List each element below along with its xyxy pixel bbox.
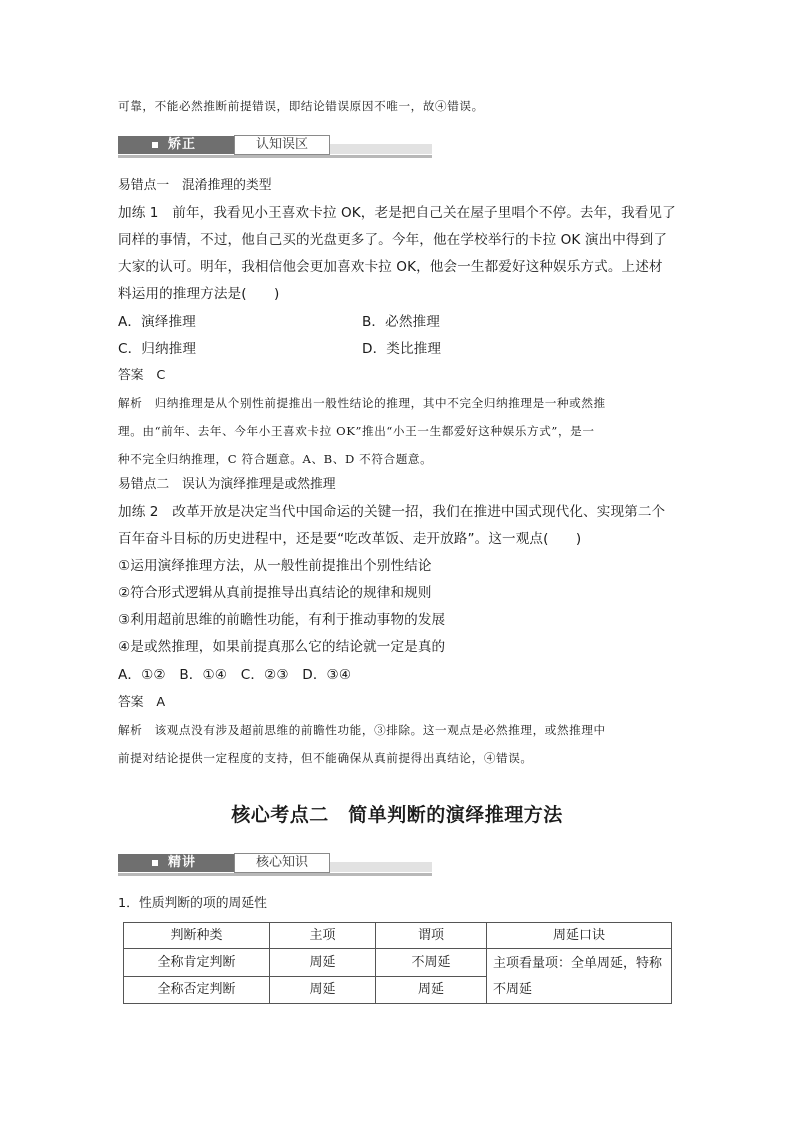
question-1-line: 加练 1 前年，我看见小王喜欢卡拉 OK，老是把自己关在屋子里唱个不停。去年，我看见了 — [118, 205, 676, 221]
statement-item: ④是或然推理，如果前提真那么它的结论就一定是真的 — [118, 639, 446, 655]
analysis-2-line: 前提对结论提供一定程度的支持，但不能确保从真前提得出真结论，④错误。 — [118, 751, 533, 765]
banner-right-text: 认知误区 — [234, 135, 330, 155]
table-header-cell: 谓项 — [376, 923, 487, 949]
banner-underline — [118, 155, 432, 158]
analysis-2-line: 解析 该观点没有涉及超前思维的前瞻性功能，③排除。这一观点是必然推理，或然推理中 — [118, 723, 606, 737]
banner-underline — [118, 873, 432, 876]
analysis-1-line: 解析 归纳推理是从个别性前提推出一般性结论的推理，其中不完全归纳推理是一种或然推 — [118, 396, 606, 410]
table-header-cell: 判断种类 — [124, 923, 270, 949]
table-header-cell: 主项 — [270, 923, 376, 949]
table-cell: 周延 — [376, 976, 487, 1004]
continuation-text: 可靠，不能必然推断前提错误，即结论错误原因不唯一，故④错误。 — [118, 99, 484, 113]
banner-decoration — [330, 862, 432, 872]
section-banner-correction — [118, 134, 432, 158]
table-row — [124, 949, 672, 977]
question-2-line: 加练 2 改革开放是决定当代中国命运的关键一招，我们在推进中国式现代化、实现第二个 — [118, 504, 666, 520]
banner-label-dark — [118, 854, 234, 872]
question-1-line: 同样的事情，不过，他自己买的光盘更多了。今年，他在学校举行的卡拉 OK 演出中得到了 — [118, 232, 668, 248]
options-2: A．①② B．①④ C．②③ D．③④ — [118, 667, 352, 683]
error-point-1-heading: 易错点一 混淆推理的类型 — [118, 178, 272, 193]
statement-item: ③利用超前思维的前瞻性功能，有利于推动事物的发展 — [118, 612, 446, 628]
option-d: D．类比推理 — [362, 341, 442, 357]
distribution-table — [123, 922, 672, 1004]
analysis-1-line: 种不完全归纳推理，C 符合题意。A、B、D 不符合题意。 — [118, 452, 433, 466]
option-b: B．必然推理 — [362, 314, 440, 330]
table-cell: 全称肯定判断 — [124, 949, 270, 977]
table-header-cell: 周延口诀 — [487, 923, 672, 949]
section-title: 核心考点二 简单判断的演绎推理方法 — [231, 804, 563, 826]
statement-item: ②符合形式逻辑从真前提推导出真结论的规律和规则 — [118, 585, 432, 601]
statement-item: ①运用演绎推理方法，从一般性前提推出个别性结论 — [118, 558, 432, 574]
table-cell: 周延 — [270, 949, 376, 977]
table-note-cell: 主项看量项：全单周延，特称不周延 — [487, 949, 672, 1004]
option-c: C．归纳推理 — [118, 341, 197, 357]
banner-label-dark — [118, 136, 234, 154]
table-cell: 周延 — [270, 976, 376, 1004]
banner-decoration — [330, 144, 432, 154]
option-a: A．演绎推理 — [118, 314, 196, 330]
section-banner-lecture — [118, 852, 432, 876]
table-caption: 1．性质判断的项的周延性 — [118, 896, 267, 911]
square-bullet-icon — [152, 860, 158, 866]
question-1-line: 大家的认可。明年，我相信他会更加喜欢卡拉 OK，他会一生都爱好这种娱乐方式。上述材 — [118, 259, 663, 275]
square-bullet-icon — [152, 142, 158, 148]
question-1-line: 料运用的推理方法是( ) — [118, 286, 280, 302]
table-cell: 全称否定判断 — [124, 976, 270, 1004]
table-header-row — [124, 923, 672, 949]
question-2-line: 百年奋斗目标的历史进程中，还是要“吃改革饭、走开放路”。这一观点( ) — [118, 531, 582, 547]
table-cell: 不周延 — [376, 949, 487, 977]
answer-1: 答案 C — [118, 368, 166, 383]
banner-left-text: 精讲 — [168, 855, 197, 870]
answer-2: 答案 A — [118, 695, 166, 710]
error-point-2-heading: 易错点二 误认为演绎推理是或然推理 — [118, 477, 336, 492]
banner-left-text: 矫正 — [168, 137, 197, 152]
banner-right-text: 核心知识 — [234, 853, 330, 873]
analysis-1-line: 理。由“前年、去年、今年小王喜欢卡拉 OK”推出“小王一生都爱好这种娱乐方式”，是一 — [118, 424, 595, 438]
